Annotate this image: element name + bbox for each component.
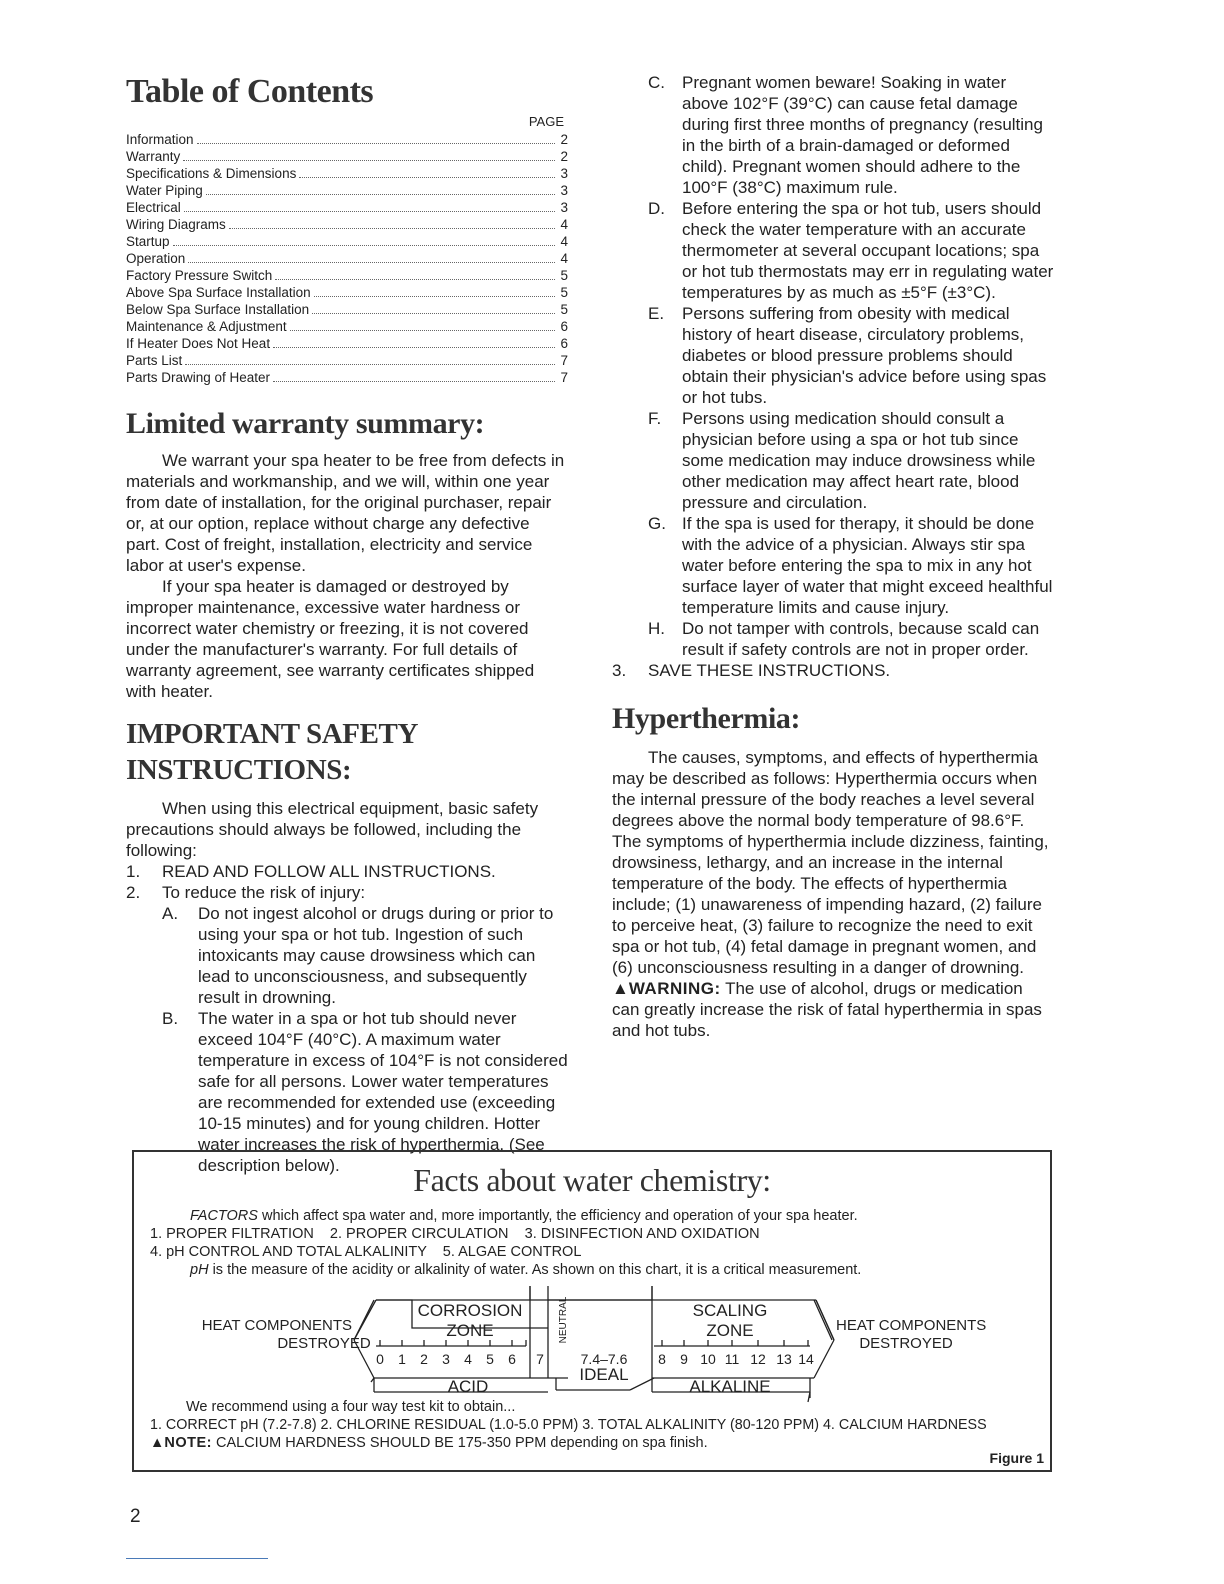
toc-entry-label: Electrical	[126, 200, 181, 215]
page-number: 2	[130, 1506, 141, 1527]
factors-word: FACTORS	[190, 1208, 258, 1224]
toc-entry-page: 7	[560, 370, 568, 385]
acid-tick-labels	[376, 1351, 544, 1367]
item-letter: H.	[648, 619, 665, 638]
tests-line: 1. CORRECT pH (7.2-7.8) 2. CHLORINE RESIDUAL (1.0-5.0 PPM) 3. TOTAL ALKALINITY (80-120 PPM) 4. CALCIUM HARDNESS	[150, 1417, 987, 1433]
item-text: The water in a spa or hot tub should never exceed 104°F (40°C). A maximum water temperature in excess of 104°F is not considered safe for all persons. Lower water temperatures are recommended for extended use (exceeding 10-15 minutes) and for young children. Hotter water increases the risk of hyperthermia. (See description below).	[198, 1009, 568, 1175]
ph-word: pH	[190, 1262, 209, 1278]
acid-tick-label: 7	[536, 1351, 544, 1367]
item-text: Pregnant women beware! Soaking in water above 102°F (39°C) can cause fetal damage during first three months of pregnancy (resulting in the birth of a brain-damaged or deformed child). Pregnant women should adhere to the 100°F (38°C) maximum rule.	[682, 73, 1043, 197]
safety-item-h	[648, 618, 1054, 660]
item-text: Do not tamper with controls, because scald can result if safety controls are not in proper order.	[682, 619, 1040, 659]
corrosion-label-1: CORROSION	[417, 1301, 523, 1320]
safety-item-2	[126, 882, 568, 903]
scaling-label-2: ZONE	[706, 1321, 754, 1340]
toc-entry-label: Operation	[126, 251, 186, 266]
item-text: Persons suffering from obesity with medical history of heart disease, circulatory problems, diabetes or blood pressure problems should obtain their physician's advice before using spas or hot tubs.	[682, 304, 1047, 407]
item-number: 1.	[126, 862, 141, 881]
alk-tick-label: 11	[724, 1351, 740, 1367]
acid-tick-label: 4	[464, 1351, 472, 1367]
alk-tick-label: 9	[680, 1351, 688, 1367]
item-text: If the spa is used for therapy, it should be done with the advice of a physician. Always stir spa water before entering the spa to mix in any hot surface layer of water that might exceed healthful temperature limits and cause injury.	[682, 514, 1053, 617]
alk-tick-labels	[658, 1351, 814, 1367]
toc-entry[interactable]	[126, 199, 568, 216]
neutral-label: NEUTRAL	[558, 1296, 569, 1344]
item-letter: E.	[648, 304, 665, 323]
item-text: To reduce the risk of injury:	[162, 883, 366, 902]
toc-entry-label: Below Spa Surface Installation	[126, 302, 310, 317]
safety-item-3	[612, 660, 1054, 681]
recommend-line: We recommend using a four way test kit to obtain...	[186, 1399, 516, 1415]
toc-entry[interactable]	[126, 301, 568, 318]
toc-entry-label: Startup	[126, 234, 170, 249]
acid-tick-label: 1	[398, 1351, 406, 1367]
alk-tick-label: 12	[750, 1351, 766, 1367]
item-number: 3.	[612, 661, 627, 680]
warning-label: WARNING:	[628, 979, 721, 998]
note-text: CALCIUM HARDNESS SHOULD BE 175-350 PPM depending on spa finish.	[216, 1435, 708, 1451]
item-text: Persons using medication should consult a physician before using a spa or hot tub since some medication may induce drowsiness while other medication may affect heart rate, blood pressure and circulation.	[682, 409, 1036, 512]
toc-entry-label: Warranty	[126, 149, 181, 164]
toc-entry-page: 3	[560, 183, 568, 198]
alkaline-label: ALKALINE	[689, 1377, 771, 1396]
toc-entry[interactable]	[126, 250, 568, 267]
warranty-title: Limited warranty summary:	[126, 407, 485, 440]
factors-list-2: 4. pH CONTROL AND TOTAL ALKALINITY 5. ALGAE CONTROL	[150, 1244, 582, 1260]
acid-tick-label: 5	[486, 1351, 494, 1367]
item-letter: D.	[648, 199, 665, 218]
water-chemistry-title: Facts about water chemistry:	[413, 1162, 771, 1198]
item-letter: G.	[648, 514, 666, 533]
toc-entry-page: 5	[560, 302, 568, 317]
safety-item-1	[126, 861, 568, 882]
warranty-paragraph-2: If your spa heater is damaged or destroyed by improper maintenance, excessive water hardness or incorrect water chemistry or freezing, it is not covered under the manufacturer's warranty. For full details of warranty agreement, see warranty certificates shipped with heater.	[126, 577, 535, 701]
figure-label: Figure 1	[989, 1450, 1044, 1466]
toc-entry-label: Parts Drawing of Heater	[126, 370, 271, 385]
toc-entry[interactable]	[126, 369, 568, 386]
toc-entry-label: If Heater Does Not Heat	[126, 336, 271, 351]
scaling-label-1: SCALING	[692, 1301, 768, 1320]
toc-entry[interactable]	[126, 335, 568, 352]
toc-entry-label: Above Spa Surface Installation	[126, 285, 311, 300]
toc-entry-label: Information	[126, 132, 194, 147]
heat-right-label-1: HEAT COMPONENTS	[836, 1317, 987, 1334]
toc-entry-page: 3	[560, 200, 568, 215]
left-column	[126, 72, 568, 1176]
toc-entry-page: 5	[560, 268, 568, 283]
toc-entry-label: Specifications & Dimensions	[126, 166, 297, 181]
heat-right-label-2: DESTROYED	[859, 1335, 953, 1352]
toc-entry[interactable]	[126, 182, 568, 199]
toc-entry-page: 4	[560, 251, 568, 266]
toc-entry[interactable]	[126, 284, 568, 301]
acid-tick-label: 3	[442, 1351, 450, 1367]
toc-entry-label: Factory Pressure Switch	[126, 268, 273, 283]
factors-text: which affect spa water and, more importantly, the efficiency and operation of your spa heater.	[261, 1208, 858, 1224]
toc-entry-page: 5	[560, 285, 568, 300]
toc-entry-page: 6	[560, 319, 568, 334]
warranty-paragraph-1: We warrant your spa heater to be free from defects in materials and workmanship, and we will, within one year from date of installation, for the original purchaser, repair or, at our option, replace without charge any defective part. Cost of freight, installation, electricity and service labor at user's expense.	[126, 451, 565, 575]
toc-entry[interactable]	[126, 165, 568, 182]
safety-item-f	[648, 408, 1054, 513]
toc-entry-page: 6	[560, 336, 568, 351]
alk-tick-label: 14	[798, 1351, 814, 1367]
warning-icon: ▲	[612, 979, 629, 998]
item-text: READ AND FOLLOW ALL INSTRUCTIONS.	[162, 862, 496, 881]
toc-entry[interactable]	[126, 318, 568, 335]
toc-entry-label: Parts List	[126, 353, 183, 368]
ideal-label: IDEAL	[579, 1365, 629, 1384]
item-number: 2.	[126, 883, 141, 902]
note-line	[150, 1434, 708, 1452]
item-letter: C.	[648, 73, 665, 92]
toc-entry-page: 7	[560, 353, 568, 368]
safety-item-g	[648, 513, 1054, 618]
hyperthermia-warning	[612, 978, 1054, 1041]
toc-entry[interactable]	[126, 352, 568, 369]
warning-text: The use of alcohol, drugs or medication can greatly increase the risk of fatal hyperthermia in spas and hot tubs.	[612, 979, 1042, 1040]
item-letter: A.	[162, 904, 179, 923]
toc-entry[interactable]	[126, 131, 568, 148]
acid-label: ACID	[447, 1377, 489, 1396]
alk-tick-label: 10	[700, 1351, 716, 1367]
alk-tick-label: 8	[658, 1351, 666, 1367]
hyperthermia-title: Hyperthermia:	[612, 702, 801, 735]
safety-title: IMPORTANT SAFETY INSTRUCTIONS:	[126, 718, 417, 786]
footer-rule	[126, 1558, 268, 1559]
acid-tick-label: 0	[376, 1351, 384, 1367]
right-column	[612, 72, 1054, 1041]
acid-tick-label: 2	[420, 1351, 428, 1367]
ph-text: is the measure of the acidity or alkalinity of water. As shown on this chart, it is a critical measurement.	[212, 1262, 862, 1278]
item-text: Do not ingest alcohol or drugs during or prior to using your spa or hot tub. Ingestion of such intoxicants may cause drowsiness which can lead to unconsciousness, and subsequently result in drowning.	[198, 904, 554, 1007]
safety-item-a	[162, 903, 568, 1008]
water-chemistry-box	[132, 1150, 1052, 1472]
note-icon: ▲	[150, 1435, 165, 1451]
toc-entry[interactable]	[126, 233, 568, 250]
item-letter: B.	[162, 1009, 179, 1028]
toc-entry-page: 2	[560, 132, 568, 147]
heat-left-label-2: DESTROYED	[277, 1335, 371, 1352]
ideal-range-label: 7.4–7.6	[580, 1351, 628, 1367]
note-label: NOTE:	[164, 1435, 212, 1451]
item-text: Before entering the spa or hot tub, users should check the water temperature with an accurate thermometer at several occupant locations; spa or hot tub thermostats may err in regulating water temperatures by as much as ±5°F (±3°C).	[682, 199, 1054, 302]
toc-entry[interactable]	[126, 148, 568, 165]
toc-entry[interactable]	[126, 216, 568, 233]
safety-item-c	[648, 72, 1054, 198]
toc-entry-page: 4	[560, 217, 568, 232]
toc-entry-page: 2	[560, 149, 568, 164]
corrosion-label-2: ZONE	[446, 1321, 494, 1340]
toc-entry-label: Wiring Diagrams	[126, 217, 226, 232]
toc-entry-label: Water Piping	[126, 183, 203, 198]
toc-entry-page: 3	[560, 166, 568, 181]
alk-tick-label: 13	[776, 1351, 792, 1367]
heat-left-label-1: HEAT COMPONENTS	[201, 1317, 352, 1334]
acid-tick-label: 6	[508, 1351, 516, 1367]
item-text: SAVE THESE INSTRUCTIONS.	[648, 661, 891, 680]
hyperthermia-paragraph: The causes, symptoms, and effects of hyperthermia may be described as follows: Hyperthermia occurs when the internal pressure of the body reaches a level several degrees above the normal body temperature of 98.6°F. The symptoms of hyperthermia include dizziness, fainting, drowsiness, lethargy, and an increase in the internal temperature of the body. The effects of hyperthermia include; (1) unawareness of impending hazard, (2) failure to perceive heat, (3) failure to recognize the need to exit spa or hot tub, (4) fetal damage in pregnant women, and (6) unconsciousness resulting in a danger of drowning.	[612, 748, 1049, 977]
toc-entry-label: Maintenance & Adjustment	[126, 319, 287, 334]
toc-entry-page: 4	[560, 234, 568, 249]
toc-list	[126, 131, 568, 386]
safety-item-d	[648, 198, 1054, 303]
item-letter: F.	[648, 409, 662, 428]
safety-item-e	[648, 303, 1054, 408]
toc-page-header: PAGE	[528, 114, 564, 129]
toc-entry[interactable]	[126, 267, 568, 284]
safety-intro: When using this electrical equipment, basic safety precautions should always be followed, including the following:	[126, 799, 539, 860]
toc-title: Table of Contents	[126, 73, 374, 110]
factors-list-1: 1. PROPER FILTRATION 2. PROPER CIRCULATION 3. DISINFECTION AND OXIDATION	[150, 1226, 760, 1242]
